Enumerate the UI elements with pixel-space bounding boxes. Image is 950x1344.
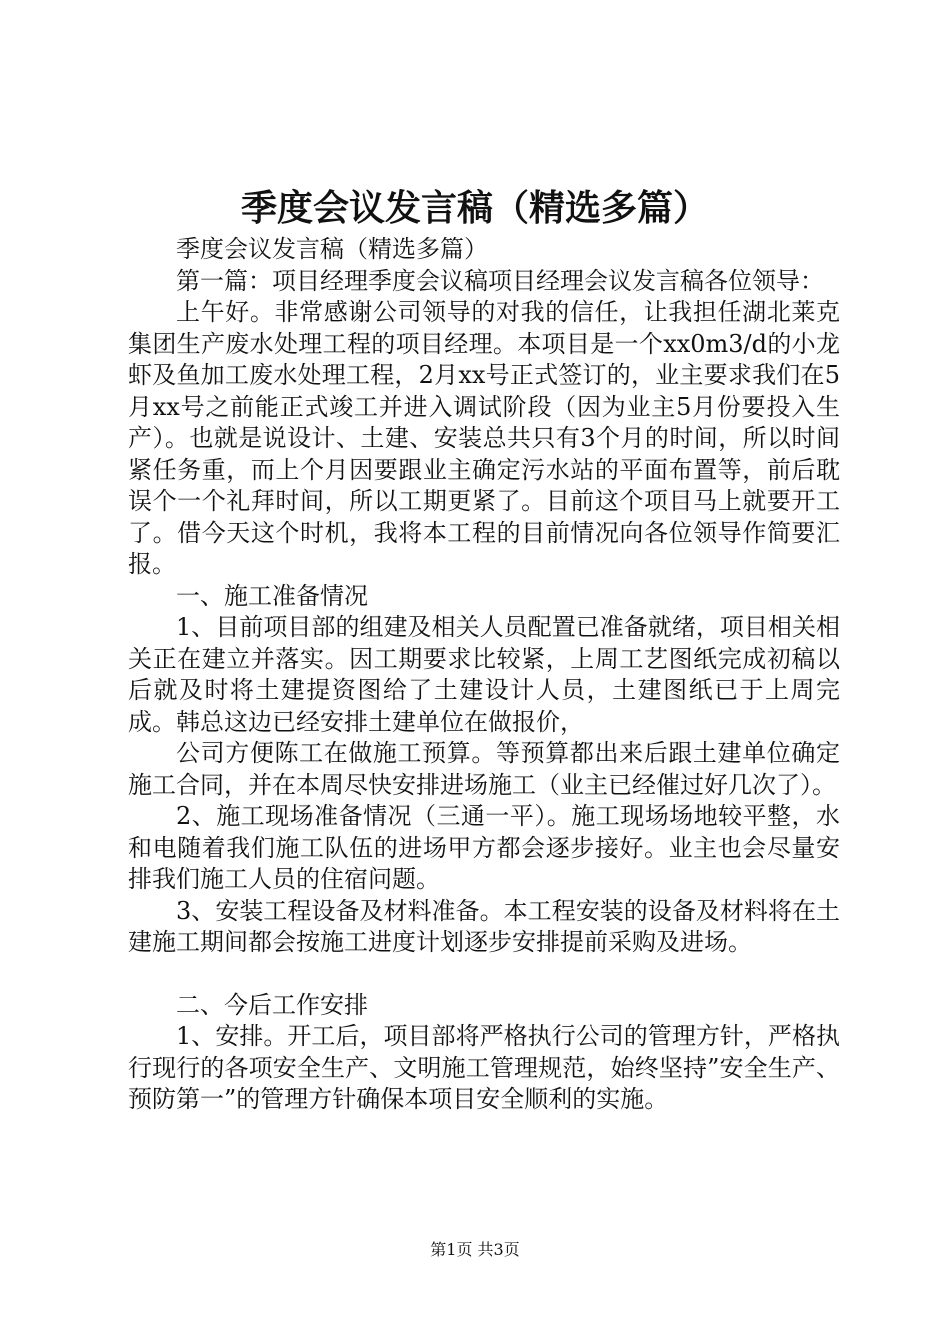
paragraph-item-2: 2、施工现场准备情况（三通一平）。施工现场场地较平整，水和电随着我们施工队伍的进场甲方都会逐步接好。业主也会尽量安排我们施工人员的住宿问题。	[128, 802, 840, 893]
paragraph-greeting: 上午好。非常感谢公司领导的对我的信任，让我担任湖北莱克集团生产废水处理工程的项目经理。本项目是一个xx0m3/d的小龙虾及鱼加工废水处理工程，2月xx号正式签订的，业主要求我们在5月xx号之前能正式竣工并进入调试阶段（因为业主5月份要投入生产）。也就是说设计、土建、安装总共只有3个月的时间，所以时间紧任务重，而上个月因要跟业主确定污水站的平面布置等，前后耽误个一个礼拜时间，所以工期更紧了。目前这个项目马上就要开工了。借今天这个时机，我将本工程的目前情况向各位领导作简要汇报。	[128, 298, 840, 578]
page-number-footer: 第1页 共3页	[430, 1240, 520, 1259]
paragraph-subtitle: 季度会议发言稿（精选多篇）	[176, 235, 488, 263]
section-heading-plan: 二、今后工作安排	[176, 990, 368, 1019]
paragraph-chapter-heading: 第一篇：项目经理季度会议稿项目经理会议发言稿各位领导：	[176, 266, 824, 295]
document-body	[128, 234, 840, 1116]
document-title: 季度会议发言稿（精选多篇）	[240, 187, 709, 229]
paragraph-item-3: 3、安装工程设备及材料准备。本工程安装的设备及材料将在土建施工期间都会按施工进度计划逐步安排提前采购及进场。	[128, 896, 840, 956]
paragraph-budget: 公司方便陈工在做施工预算。等预算都出来后跟土建单位确定施工合同，并在本周尽快安排进场施工（业主已经催过好几次了）。	[128, 739, 840, 799]
paragraph-plan-item-1: 1、安排。开工后，项目部将严格执行公司的管理方针，严格执行现行的各项安全生产、文明施工管理规范，始终坚持”安全生产、预防第一”的管理方针确保本项目安全顺利的实施。	[128, 1022, 840, 1113]
paragraph-item-1: 1、目前项目部的组建及相关人员配置已准备就绪，项目相关相关正在建立并落实。因工期要求比较紧，上周工艺图纸完成初稿以后就及时将土建提资图给了土建设计人员，土建图纸已于上周完成。韩总这边已经安排土建单位在做报价，	[128, 613, 840, 736]
section-heading-preparation: 一、施工准备情况	[176, 581, 368, 610]
